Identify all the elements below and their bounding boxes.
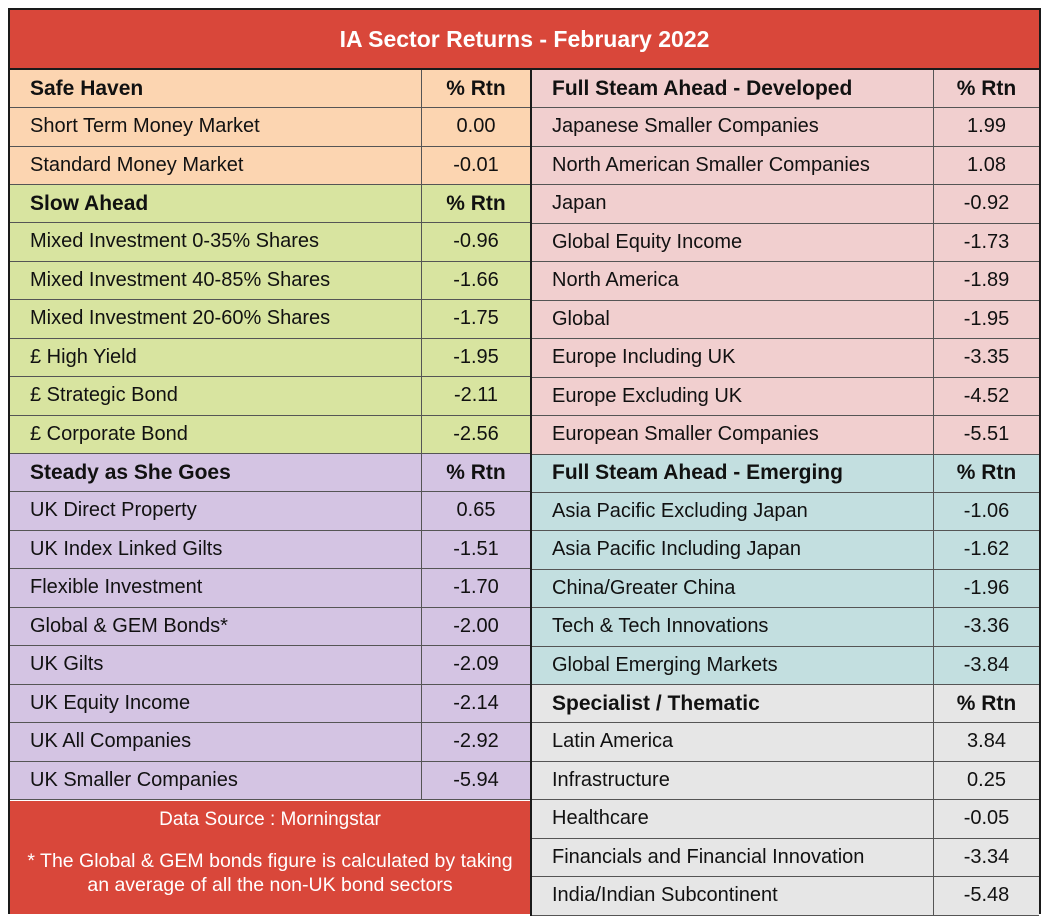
sector-name: Japanese Smaller Companies [532,108,934,146]
sector-name: £ High Yield [10,339,422,377]
table-row [10,416,530,455]
table-row [10,223,530,262]
sector-name: European Smaller Companies [532,416,934,454]
sector-return: -1.89 [963,269,1010,292]
table-row [10,108,530,147]
sector-name: UK Index Linked Gilts [10,531,422,569]
sector-return: 1.99 [967,115,1006,138]
sector-return: -2.00 [453,614,499,637]
left-column [10,70,530,800]
table-row [532,416,1039,455]
table-row [10,608,530,647]
sector-name: Standard Money Market [10,147,422,185]
sector-name: Financials and Financial Innovation [532,839,934,877]
sector-name: UK Smaller Companies [10,762,422,800]
sector-return: -1.73 [963,230,1010,253]
sector-name: UK All Companies [10,723,422,761]
sector-name: Europe Including UK [532,339,934,377]
return-column-header: % Rtn [446,76,506,100]
sector-name: UK Equity Income [10,685,422,723]
sector-name: UK Direct Property [10,492,422,530]
sector-return: -3.34 [963,845,1010,868]
section-title: Full Steam Ahead - Developed [532,70,934,107]
sector-return: -3.36 [963,615,1010,638]
sector-return: 3.84 [967,730,1006,753]
sector-name: Asia Pacific Excluding Japan [532,493,934,531]
sector-name: Mixed Investment 0-35% Shares [10,223,422,261]
sector-name: Tech & Tech Innovations [532,608,934,646]
table-row [532,185,1039,224]
sector-return: -3.35 [963,346,1010,369]
sector-return: -4.52 [963,384,1010,407]
sector-name: North American Smaller Companies [532,147,934,185]
sector-name: Global Emerging Markets [532,647,934,685]
sector-return: -1.95 [453,345,499,368]
table-row [532,224,1039,263]
table-row [10,569,530,608]
table-row [10,723,530,762]
sector-name: China/Greater China [532,570,934,608]
data-source: Data Source : Morningstar [159,809,381,830]
section-title: Specialist / Thematic [532,685,934,722]
table-row [532,762,1039,801]
table-row [532,301,1039,340]
table-row [10,339,530,378]
footnote: * The Global & GEM bonds figure is calculated by taking an average of all the non-UK bond sectors [27,850,513,897]
sector-return: -1.95 [963,307,1010,330]
sector-return: 1.08 [967,153,1006,176]
sector-return: -0.96 [453,230,499,253]
sector-return: -5.51 [963,423,1010,446]
table-row [10,377,530,416]
table-row [532,531,1039,570]
return-column-header: % Rtn [446,191,506,215]
sector-name: North America [532,262,934,300]
right-column [530,70,1039,916]
table-row [10,685,530,724]
sector-name: Global [532,301,934,339]
sector-name: Europe Excluding UK [532,378,934,416]
sector-return: -3.84 [963,653,1010,676]
sector-return: -5.94 [453,768,499,791]
sector-return: -0.05 [963,807,1010,830]
table-row [532,108,1039,147]
sector-return: -1.51 [453,537,499,560]
table-row [532,800,1039,839]
table-row [532,608,1039,647]
sector-return: -5.48 [963,884,1010,907]
table-row [10,147,530,186]
sector-name: Short Term Money Market [10,108,422,146]
sector-name: Latin America [532,723,934,761]
table-row [10,262,530,301]
table-row [532,262,1039,301]
return-column-header: % Rtn [956,691,1017,715]
table-row [10,492,530,531]
sector-return: -0.01 [453,153,499,176]
sector-return: -2.09 [453,653,499,676]
sector-return: 0.00 [456,115,496,138]
sector-return: -1.96 [963,576,1010,599]
return-column-header: % Rtn [446,460,506,484]
sector-name: India/Indian Subcontinent [532,877,934,915]
table-row [532,570,1039,609]
sector-return: -1.62 [963,538,1010,561]
table-row [10,300,530,339]
sector-returns-table [8,8,1041,914]
table-row [532,647,1039,686]
table-row [532,839,1039,878]
table-row [10,762,530,801]
table-row [10,646,530,685]
sector-name: Mixed Investment 20-60% Shares [10,300,422,338]
table-row [532,147,1039,186]
return-column-header: % Rtn [956,461,1017,484]
table-row [532,378,1039,417]
sector-name: Global Equity Income [532,224,934,262]
section-title: Full Steam Ahead - Emerging [532,455,934,492]
sector-return: -2.92 [453,730,499,753]
table-row [532,877,1039,916]
section-header-steady-as-she-goes [10,454,530,492]
return-column-header: % Rtn [956,76,1017,100]
sector-return: -2.14 [453,691,499,714]
sector-return: -0.92 [963,192,1010,215]
sector-return: -2.56 [453,422,499,445]
table-row [532,339,1039,378]
section-header-safe-haven [10,70,530,108]
sector-return: 0.25 [967,768,1006,791]
sector-return: -1.66 [453,268,499,291]
sector-name: Healthcare [532,800,934,838]
table-title: IA Sector Returns - February 2022 [10,10,1039,70]
sector-return: 0.65 [456,499,496,522]
sector-name: Flexible Investment [10,569,422,607]
table-row [532,493,1039,532]
sector-return: -1.06 [963,499,1010,522]
section-title: Slow Ahead [10,185,422,222]
table-row [532,723,1039,762]
sector-name: £ Corporate Bond [10,416,422,454]
sector-name: UK Gilts [10,646,422,684]
sector-return: -1.75 [453,307,499,330]
sector-name: Infrastructure [532,762,934,800]
sector-name: Mixed Investment 40-85% Shares [10,262,422,300]
sector-name: Japan [532,185,934,223]
sector-name: Asia Pacific Including Japan [532,531,934,569]
sector-return: -2.11 [453,384,499,407]
section-header-full-steam-ahead-developed [532,70,1039,108]
table-row [10,531,530,570]
source-note [10,801,530,914]
sector-name: £ Strategic Bond [10,377,422,415]
section-header-specialist-thematic [532,685,1039,723]
sector-return: -1.70 [453,576,499,599]
sector-name: Global & GEM Bonds* [10,608,422,646]
section-header-full-steam-ahead-emerging [532,455,1039,493]
section-header-slow-ahead [10,185,530,223]
section-title: Steady as She Goes [10,454,422,491]
section-title: Safe Haven [10,70,422,107]
